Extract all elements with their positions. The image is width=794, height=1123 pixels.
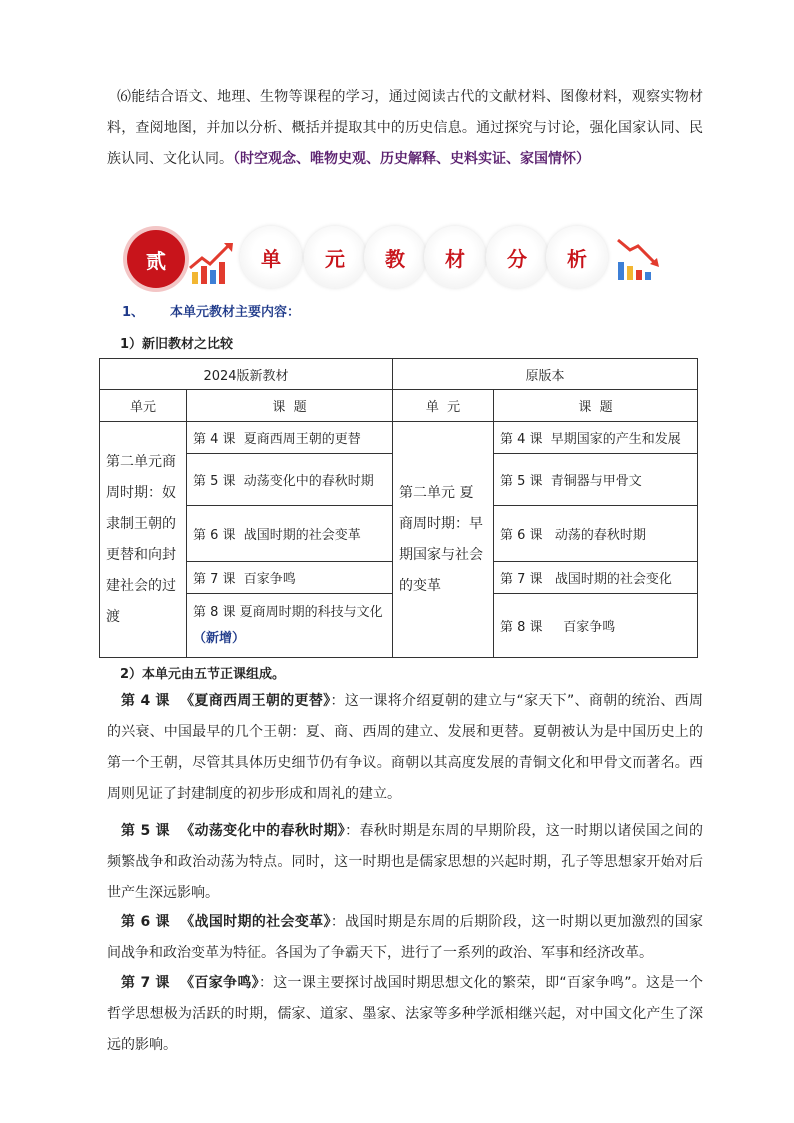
new-lesson-row: 第 7 课 百家争鸣 (187, 562, 393, 594)
lesson-label: 第 4 课 《夏商西周王朝的更替》 (121, 693, 331, 709)
section-heading-1 (122, 301, 300, 320)
lesson-paragraph (107, 686, 703, 810)
new-textbook-header: 2024版新教材 (100, 359, 393, 390)
old-unit-cell: 第二单元 夏商周时期：早期国家与社会的变革 (393, 422, 494, 658)
banner-char-4: 材 (424, 226, 486, 288)
banner-char-2: 元 (304, 226, 366, 288)
section-number: 1、 (122, 305, 145, 320)
rising-chart-icon (188, 240, 236, 288)
comparison-table (99, 358, 698, 658)
intro-paragraph (107, 82, 703, 175)
section-number-badge: 贰 (127, 230, 185, 288)
new-unit-col-header: 单元 (100, 390, 187, 422)
section-banner (122, 222, 682, 298)
new-topic-col-header: 课 题 (187, 390, 393, 422)
lesson-description: ：春秋时期是东周的早期阶段，这一时期以诸侯国之间的频繁战争和政治动荡为特点。同时，这一时期也是儒家思想的兴起时期，孔子等思想家开始对后世产生深远影响。 (107, 823, 703, 901)
banner-char-5: 分 (486, 226, 548, 288)
lesson-description: ：战国时期是东周的后期阶段，这一时期以更加激烈的国家间战争和政治变革为特征。各国为了争霸天下，进行了一系列的政治、军事和经济改革。 (107, 914, 703, 961)
new-lesson-row: 第 4 课 夏商西周王朝的更替 (187, 422, 393, 454)
intro-text: ⑹能结合语文、地理、生物等课程的学习，通过阅读古代的文献材料、图像材料，观察实物材料，查阅地图，并加以分析、概括并提取其中的历史信息。通过探究与讨论，强化国家认同、民族认同、文化认同。 (107, 89, 703, 167)
lesson-label: 第 7 课 《百家争鸣》 (121, 975, 259, 991)
section-title: 本单元教材主要内容： (170, 305, 301, 320)
banner-char-3: 教 (364, 226, 426, 288)
lesson-paragraph (107, 816, 703, 909)
lesson-label: 第 5 课 《动荡变化中的春秋时期》 (121, 823, 346, 839)
old-textbook-header: 原版本 (393, 359, 698, 390)
literacy-keywords: （时空观念、唯物史观、历史解释、史料实证、家国情怀） (233, 151, 590, 167)
new-unit-cell: 第二单元商周时期：奴隶制王朝的更替和向封建社会的过渡 (100, 422, 187, 658)
banner-char-1: 单 (240, 226, 302, 288)
banner-char-6: 析 (546, 226, 608, 288)
old-lesson-row: 第 6 课 动荡的春秋时期 (494, 506, 698, 562)
falling-chart-icon (614, 234, 662, 284)
new-lesson-row: 第 6 课 战国时期的社会变革 (187, 506, 393, 562)
lesson-description: ：这一课主要探讨战国时期思想文化的繁荣，即“百家争鸣”。这是一个哲学思想极为活跃的时期，儒家、道家、墨家、法家等多种学派相继兴起，对中国文化产生了深远的影响。 (107, 975, 703, 1053)
old-unit-col-header: 单 元 (393, 390, 494, 422)
new-lesson-row: 第 5 课 动荡变化中的春秋时期 (187, 454, 393, 506)
subsection-heading-lessons: 2）本单元由五节正课组成。 (120, 667, 286, 682)
lesson-label: 第 6 课 《战国时期的社会变革》 (121, 914, 331, 930)
old-lesson-row: 第 4 课 早期国家的产生和发展 (494, 422, 698, 454)
new-lesson-row-8 (187, 594, 393, 658)
old-topic-col-header: 课 题 (494, 390, 698, 422)
new-lesson-8-text: 第 8 课 夏商周时期的科技与文化 (193, 604, 383, 620)
old-lesson-row: 第 8 课 百家争鸣 (494, 594, 698, 658)
new-added-tag: （新增） (193, 630, 246, 646)
lesson-description: ：这一课将介绍夏朝的建立与“家天下”、商朝的统治、西周的兴衰、中国最早的几个王朝：夏、商、西周的建立、发展和更替。夏朝被认为是中国历史上的第一个王朝，尽管其具体历史细节仍有争议。商朝以其高度发展的青铜文化和甲骨文而著名。西周则见证了封建制度的初步形成和周礼的建立。 (107, 693, 703, 802)
old-lesson-row: 第 7 课 战国时期的社会变化 (494, 562, 698, 594)
subsection-heading-compare: 1）新旧教材之比较 (120, 337, 234, 352)
lesson-paragraph (107, 907, 703, 969)
old-lesson-row: 第 5 课 青铜器与甲骨文 (494, 454, 698, 506)
lesson-paragraph (107, 968, 703, 1061)
